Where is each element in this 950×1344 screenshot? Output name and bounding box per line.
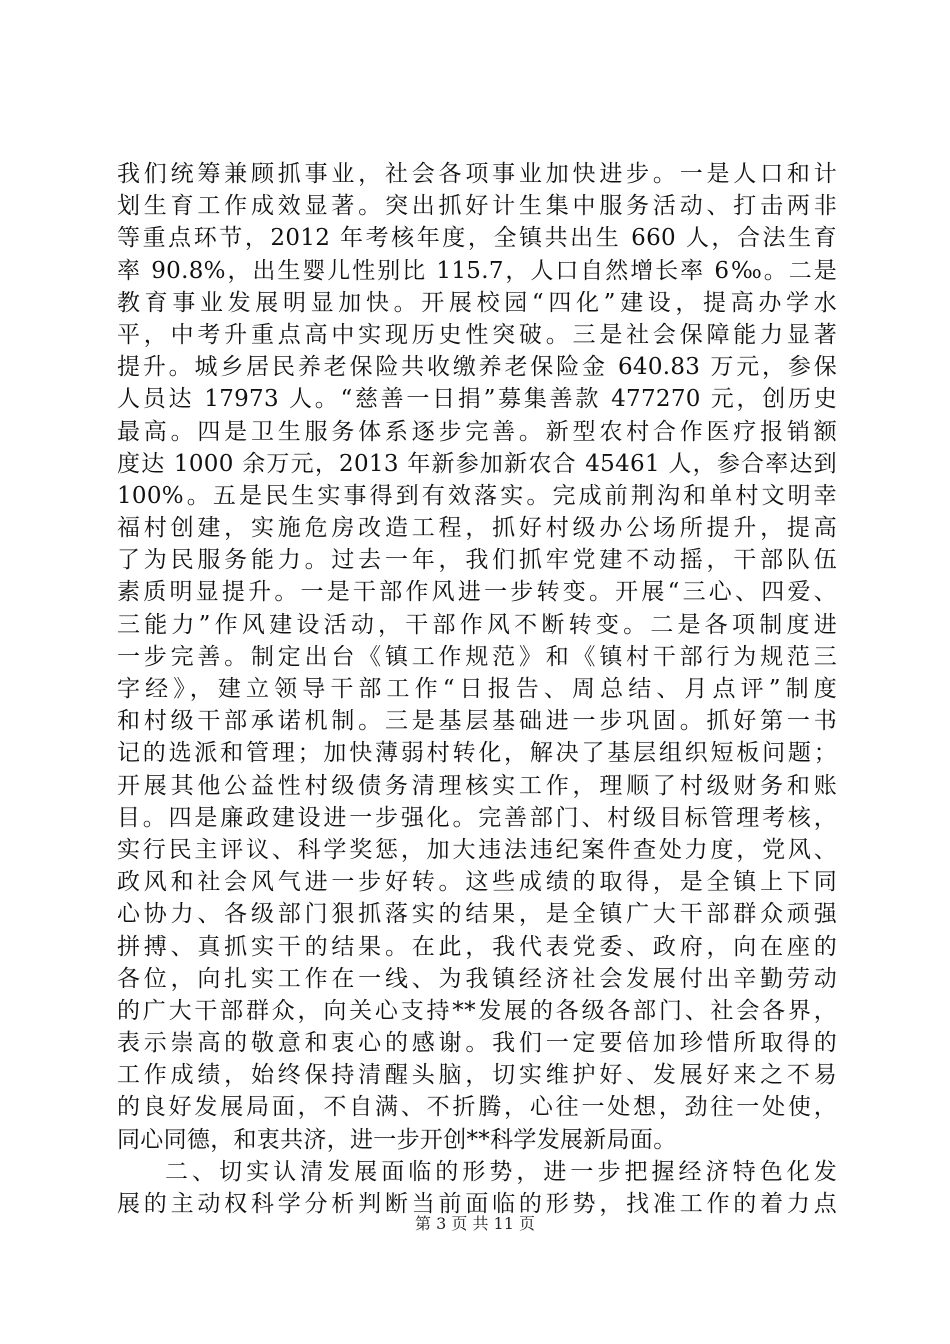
text-line: 教育事业发展明显加快。开展校园“四化”建设，提高办学水 [117, 289, 837, 316]
text-line: 三能力”作风建设活动，干部作风不断转变。二是各项制度进 [117, 611, 837, 638]
text-line: 福村创建，实施危房改造工程，抓好村级办公场所提升，提高 [117, 515, 837, 542]
text-line: 开展其他公益性村级债务清理核实工作，理顺了村级财务和账 [117, 772, 837, 799]
text-line: 工作成绩，始终保持清醒头脑，切实维护好、发展好来之不易 [117, 1062, 837, 1089]
text-line: 的良好发展局面，不自满、不折腾，心往一处想，劲往一处使， [117, 1094, 837, 1121]
text-line: 表示崇高的敬意和衷心的感谢。我们一定要倍加珍惜所取得的 [117, 1030, 837, 1057]
text-line: 度达 1000 余万元，2013 年新参加新农合 45461 人，参合率达到 [117, 450, 837, 477]
page-number-label: 第 3 页 共 11 页 [415, 1214, 535, 1233]
text-line: 政风和社会风气进一步好转。这些成绩的取得，是全镇上下同 [117, 869, 837, 896]
text-line: 心协力、各级部门狠抓落实的结果，是全镇广大干部群众顽强 [117, 901, 837, 928]
text-line: 和村级干部承诺机制。三是基层基础进一步巩固。抓好第一书 [117, 708, 837, 735]
text-line: 划生育工作成效显著。突出抓好计生集中服务活动、打击两非 [117, 193, 837, 220]
text-line: 平，中考升重点高中实现历史性突破。三是社会保障能力显著 [117, 321, 837, 348]
text-line: 率 90.8%，出生婴儿性别比 115.7，人口自然增长率 6‰。二是 [117, 257, 837, 284]
text-line: 素质明显提升。一是干部作风进一步转变。开展“三心、四爱、 [117, 579, 837, 606]
text-line: 等重点环节，2012 年考核年度，全镇共出生 660 人，合法生育 [117, 225, 837, 252]
text-line: 一步完善。制定出台《镇工作规范》和《镇村干部行为规范三 [117, 643, 837, 670]
text-line: 各位，向扎实工作在一线、为我镇经济社会发展付出辛勤劳动 [117, 965, 837, 992]
body-text [117, 158, 837, 1220]
text-line: 展的主动权科学分析判断当前面临的形势，找准工作的着力点 [117, 1191, 837, 1217]
text-line: 最高。四是卫生服务体系逐步完善。新型农村合作医疗报销额 [117, 418, 837, 445]
text-line: 实行民主评议、科学奖惩，加大违法违纪案件查处力度，党风、 [117, 836, 837, 863]
text-line: 目。四是廉政建设进一步强化。完善部门、村级目标管理考核， [117, 804, 837, 831]
text-line: 100%。五是民生实事得到有效落实。完成前荆沟和单村文明幸 [117, 482, 837, 509]
text-line: 人员达 17973 人。“慈善一日捐”募集善款 477270 元，创历史 [117, 386, 837, 413]
text-line: 提升。城乡居民养老保险共收缴养老保险金 640.83 万元，参保 [117, 354, 837, 381]
text-line: 字经》，建立领导干部工作“日报告、周总结、月点评”制度 [117, 676, 837, 702]
text-line: 拼搏、真抓实干的结果。在此，我代表党委、政府，向在座的 [117, 933, 837, 960]
text-line: 了为民服务能力。过去一年，我们抓牢党建不动摇，干部队伍 [117, 547, 837, 574]
text-line: 的广大干部群众，向关心支持**发展的各级各部门、社会各界， [117, 997, 837, 1024]
paragraph-end-line: 同心同德，和衷共济，进一步开创**科学发展新局面。 [117, 1126, 677, 1153]
section-heading-line: 二、切实认清发展面临的形势，进一步把握经济特色化发 [165, 1158, 837, 1185]
page-footer [0, 1213, 950, 1235]
text-line: 我们统筹兼顾抓事业，社会各项事业加快进步。一是人口和计 [117, 161, 837, 187]
text-line: 记的选派和管理；加快薄弱村转化，解决了基层组织短板问题； [117, 740, 837, 767]
